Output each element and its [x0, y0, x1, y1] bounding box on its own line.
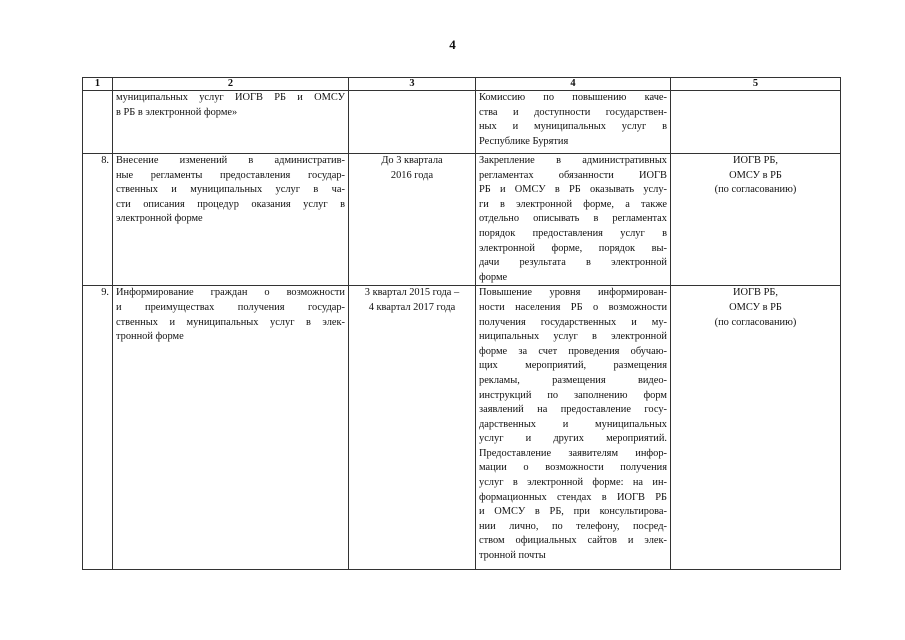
responsible-cell [671, 154, 841, 286]
result-line: инструкций по заполнению форм [479, 389, 667, 401]
result-line: нии лично, по телефону, посред- [479, 520, 667, 532]
result-line: ниципальных услуг в электронной [479, 331, 667, 343]
table-row-continuation [83, 91, 841, 154]
row-number-cell: 8. [83, 154, 113, 286]
result-cell [476, 91, 671, 154]
result-cell [476, 286, 671, 570]
result-line: отдельно описывать в регламентах [479, 213, 667, 225]
result-line: Закрепление в административных [479, 155, 667, 166]
result-line: рекламы, размещения видео- [479, 374, 667, 386]
term-cell [349, 154, 476, 286]
page-number: 4 [449, 37, 456, 52]
result-line: Повышение уровня информирован- [479, 287, 667, 299]
result-line: форме за счет проведения обучаю- [479, 345, 667, 357]
row-number-cell: 9. [83, 286, 113, 570]
activity-line: Информирование граждан о возможности [116, 287, 345, 299]
activity-line: и преимуществах получения государ- [116, 301, 345, 313]
result-line: ных и муниципальных услуг в [479, 121, 667, 133]
result-line: мации о возможности получения [479, 462, 667, 474]
result-line: дарственных и муниципальных [479, 418, 667, 430]
activity-line: в РБ в электронной форме» [116, 106, 238, 118]
activity-line: ственных и муниципальных услуг в элек- [116, 316, 345, 328]
term-cell [349, 91, 476, 154]
result-line: получения государственных и му- [479, 316, 667, 328]
responsible-cell [671, 286, 841, 570]
result-line: формационных стендах в ИОГВ РБ [479, 491, 667, 503]
responsible-line: ИОГВ РБ, [733, 287, 778, 299]
result-line: порядок предоставления услуг в [479, 227, 667, 239]
table-row-8 [83, 154, 841, 286]
activity-line: Внесение изменений в административ- [116, 155, 345, 166]
result-line: регламентах обязанности ИОГВ [479, 169, 667, 181]
result-line: щих мероприятий, размещения [479, 360, 667, 372]
result-line: услуг и других мероприятий. [479, 433, 667, 445]
result-line: форме [479, 271, 508, 283]
result-line: заявлений на предоставление госу- [479, 404, 667, 416]
result-line: Республике Бурятия [479, 135, 569, 147]
term-line: 3 квартал 2015 года – [364, 287, 460, 299]
column-header-3: 3 [349, 78, 476, 91]
term-line: 2016 года [390, 169, 434, 181]
result-line: ги в электронной форме, а также [479, 198, 667, 210]
result-line: тронной почты [479, 550, 546, 562]
responsible-cell [671, 91, 841, 154]
responsible-line: (по согласованию) [714, 184, 797, 196]
activity-cell [113, 286, 349, 570]
term-cell [349, 286, 476, 570]
plan-table [82, 77, 841, 570]
activity-line: тронной форме [116, 331, 184, 343]
result-line: ства и доступности государствен- [479, 106, 667, 118]
result-line: РБ и ОМСУ в РБ оказывать услу- [479, 184, 667, 196]
result-line: Комиссию по повышению каче- [479, 92, 667, 103]
activity-cell [113, 91, 349, 154]
result-line: Предоставление заявителям инфор- [479, 447, 667, 459]
term-line: 4 квартал 2017 года [368, 301, 456, 313]
responsible-line: ОМСУ в РБ [729, 169, 782, 181]
activity-line: электронной форме [116, 213, 203, 225]
row-number-cell [83, 91, 113, 154]
column-header-5: 5 [671, 78, 841, 91]
activity-line: ные регламенты предоставления государ- [116, 169, 345, 181]
result-line: услуг в электронной форме: на ин- [479, 477, 667, 489]
result-line: дачи результата в электронной [479, 257, 667, 269]
activity-cell [113, 154, 349, 286]
responsible-line: (по согласованию) [714, 316, 797, 328]
responsible-line: ИОГВ РБ, [733, 155, 778, 166]
result-line: и ОМСУ в РБ, при консультирова- [479, 506, 667, 518]
column-header-4: 4 [476, 78, 671, 91]
column-header-2: 2 [113, 78, 349, 91]
result-line: электронной форме, порядок вы- [479, 242, 667, 254]
activity-line: муниципальных услуг ИОГВ РБ и ОМСУ [116, 92, 345, 103]
result-line: ством официальных сайтов и элек- [479, 535, 667, 547]
term-line: До 3 квартала [381, 155, 443, 166]
activity-line: ственных и муниципальных услуг в ча- [116, 184, 345, 196]
column-header-1: 1 [83, 78, 113, 91]
responsible-line: ОМСУ в РБ [729, 301, 782, 313]
activity-line: сти описания процедур оказания услуг в [116, 198, 345, 210]
result-line: ности населения РБ о возможности [479, 301, 667, 313]
table-row-9 [83, 286, 841, 570]
table-header-row [83, 78, 841, 91]
result-cell [476, 154, 671, 286]
